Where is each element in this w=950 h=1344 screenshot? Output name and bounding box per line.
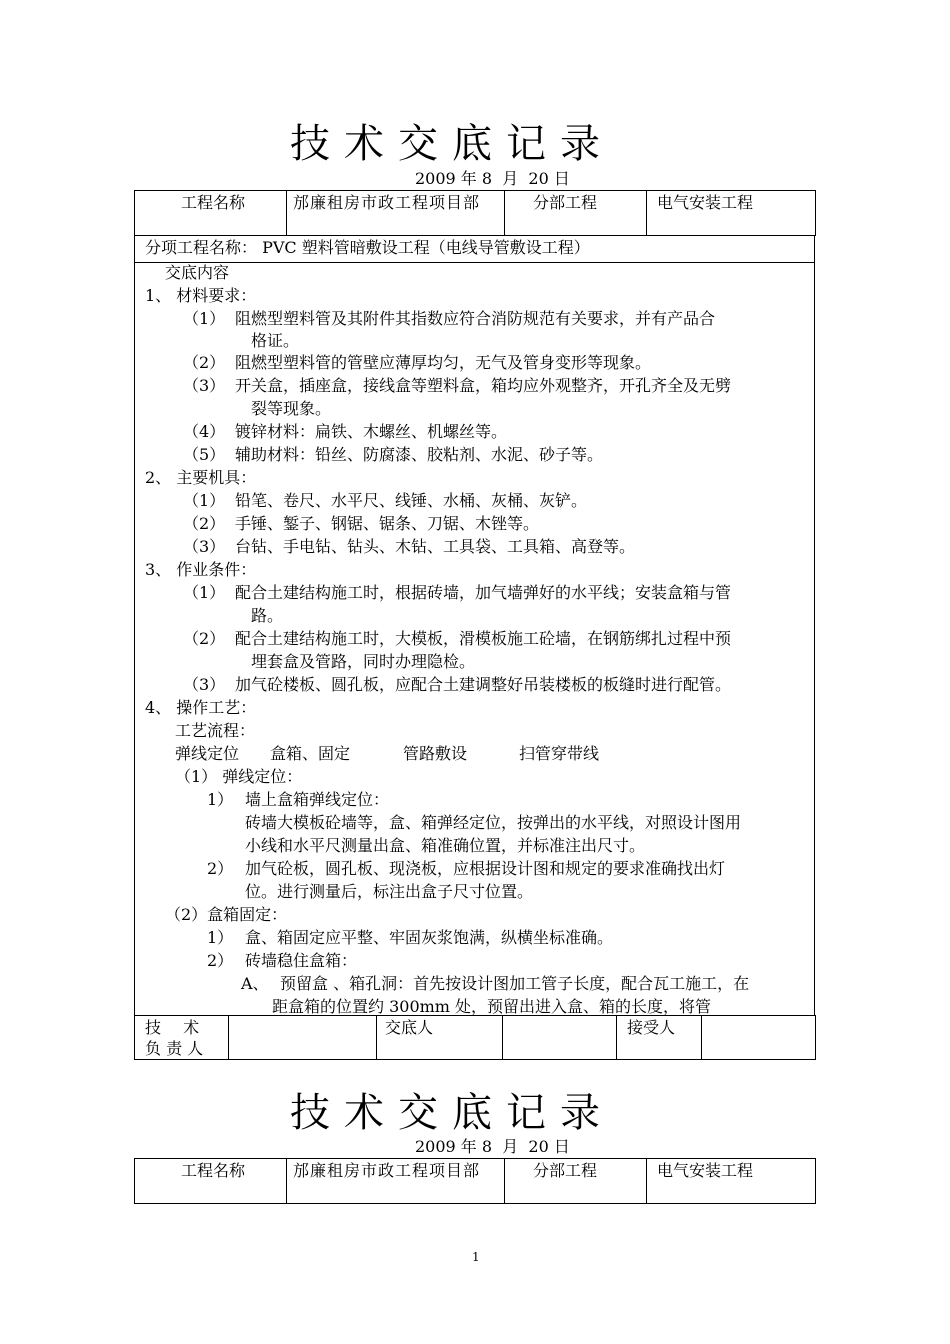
s2-item-3-line-1: 台钻、手电钻、钻头、木钻、工具袋、工具箱、高登等。 bbox=[235, 537, 636, 556]
record-date: 2009 年 8 月 20 日 bbox=[415, 169, 570, 188]
handover-value bbox=[503, 1016, 617, 1060]
tech-lead-label: 技 术 负 责 人 bbox=[135, 1016, 229, 1060]
flow-step-2: 盒箱、固定 bbox=[270, 744, 351, 763]
tech-lead-value bbox=[229, 1016, 377, 1060]
item-a-no: A、 bbox=[241, 974, 269, 993]
project-name-label: 工程名称 bbox=[135, 191, 287, 236]
s2-item-2-line-1: 手锤、錾子、钢锯、锯条、刀锯、木锉等。 bbox=[235, 514, 540, 533]
content-heading: 交底内容 bbox=[165, 263, 230, 282]
sub2-item-2-line-1: 砖墙稳住盒箱： bbox=[245, 951, 358, 970]
page-title: 技术交底记录 bbox=[290, 121, 614, 167]
sub2-item-2-no: 2） bbox=[207, 951, 234, 970]
page2-title: 技术交底记录 bbox=[290, 1090, 614, 1136]
s3-item-1-line-1: 配合土建结构施工时，根据砖墙，加气墙弹好的水平线；安装盒箱与管 bbox=[235, 583, 732, 602]
s1-item-5-no: （5） bbox=[183, 445, 226, 464]
sub2-item-1-no: 1） bbox=[207, 928, 234, 947]
page2-project-name-value: 邡廉租房市政工程项目部 bbox=[287, 1159, 505, 1204]
division-value: 电气安装工程 bbox=[647, 191, 816, 236]
sub1-item-1-line-1: 墙上盒箱弹线定位： bbox=[245, 790, 390, 809]
page2-division-label: 分部工程 bbox=[505, 1159, 647, 1204]
flow-heading: 工艺流程： bbox=[175, 721, 256, 740]
receiver-label: 接受人 bbox=[617, 1016, 702, 1060]
s3-item-3-no: （3） bbox=[183, 675, 226, 694]
section-1-label: 1、 材料要求： bbox=[145, 286, 257, 305]
s2-item-1-line-1: 铅笔、卷尺、水平尺、线锤、水桶、灰桶、灰铲。 bbox=[235, 491, 588, 510]
flow-step-3: 管路敷设 bbox=[403, 744, 468, 763]
subitem-divider bbox=[135, 262, 814, 263]
flow-step-1: 弹线定位 bbox=[175, 744, 240, 763]
page2-date: 2009 年 8 月 20 日 bbox=[415, 1137, 570, 1156]
page2-project-name-label: 工程名称 bbox=[135, 1159, 287, 1204]
sub2-label: （2）盒箱固定： bbox=[165, 905, 288, 924]
receiver-value bbox=[702, 1016, 816, 1060]
s1-item-5-line-1: 辅助材料：铅丝、防腐漆、胶粘剂、水泥、砂子等。 bbox=[235, 445, 604, 464]
header-table bbox=[134, 190, 816, 236]
s3-item-2-line-1: 配合土建结构施工时，大模板，滑模板施工砼墙，在钢筋绑扎过程中预 bbox=[235, 629, 732, 648]
item-a-line-1: 预留盒 、箱孔洞：首先按设计图加工管子长度，配合瓦工施工，在 bbox=[280, 974, 750, 993]
sub2-item-1-line-1: 盒、箱固定应平整、牢固灰浆饱满，纵横坐标准确。 bbox=[245, 928, 614, 947]
s2-item-1-no: （1） bbox=[183, 491, 226, 510]
sub1-item-1-no: 1） bbox=[207, 790, 234, 809]
content-box bbox=[134, 235, 815, 1016]
s3-item-2-line-2: 埋套盒及管路，同时办理隐检。 bbox=[251, 652, 476, 671]
sub1-item-1-line-2: 砖墙大模板砼墙等，盒、箱弹经定位，按弹出的水平线，对照设计图用 bbox=[245, 813, 742, 832]
flow-step-4: 扫管穿带线 bbox=[519, 744, 600, 763]
sub1-item-2-line-1: 加气砼板，圆孔板、现浇板，应根据设计图和规定的要求准确找出灯 bbox=[245, 859, 726, 878]
s1-item-3-line-1: 开关盒，插座盒，接线盒等塑料盒，箱均应外观整齐，开孔齐全及无劈 bbox=[235, 376, 732, 395]
section-4-label: 4、 操作工艺： bbox=[145, 698, 257, 717]
s1-item-1-line-2: 格证。 bbox=[251, 331, 300, 350]
s1-item-2-line-1: 阻燃型塑料管的管壁应薄厚均匀，无气及管身变形等现象。 bbox=[235, 353, 652, 372]
section-2-label: 2、 主要机具： bbox=[145, 468, 257, 487]
signature-table bbox=[134, 1015, 816, 1060]
s3-item-2-no: （2） bbox=[183, 629, 226, 648]
s1-item-3-no: （3） bbox=[183, 376, 226, 395]
page-number: 1 bbox=[472, 1250, 480, 1264]
s1-item-1-line-1: 阻燃型塑料管及其附件其指数应符合消防规范有关要求，并有产品合 bbox=[235, 309, 716, 328]
page2-header-table bbox=[134, 1158, 816, 1204]
s2-item-3-no: （3） bbox=[183, 537, 226, 556]
sub1-label: （1） 弹线定位： bbox=[175, 767, 303, 786]
s2-item-2-no: （2） bbox=[183, 514, 226, 533]
page2-division-value: 电气安装工程 bbox=[647, 1159, 816, 1204]
s3-item-3-line-1: 加气砼楼板、圆孔板，应配合土建调整好吊装楼板的板缝时进行配管。 bbox=[235, 675, 732, 694]
sub1-item-2-line-2: 位。进行测量后，标注出盒子尺寸位置。 bbox=[245, 882, 534, 901]
project-name-value: 邡廉租房市政工程项目部 bbox=[287, 191, 505, 236]
s1-item-3-line-2: 裂等现象。 bbox=[251, 399, 332, 418]
s3-item-1-no: （1） bbox=[183, 583, 226, 602]
sub1-item-1-line-3: 小线和水平尺测量出盒、箱准确位置，并标准注出尺寸。 bbox=[245, 836, 646, 855]
s3-item-1-line-2: 路。 bbox=[251, 606, 284, 625]
handover-label: 交底人 bbox=[377, 1016, 503, 1060]
s1-item-1-no: （1） bbox=[183, 309, 226, 328]
item-a-line-2: 距盒箱的位置约 300mm 处，预留出进入盒、箱的长度，将管 bbox=[272, 997, 712, 1016]
sub1-item-2-no: 2） bbox=[207, 859, 234, 878]
subitem-name: 分项工程名称： PVC 塑料管暗敷设工程（电线导管敷设工程） bbox=[145, 238, 590, 257]
division-label: 分部工程 bbox=[505, 191, 647, 236]
section-3-label: 3、 作业条件： bbox=[145, 560, 257, 579]
s1-item-4-line-1: 镀锌材料：扁铁、木螺丝、机螺丝等。 bbox=[235, 422, 508, 441]
s1-item-4-no: （4） bbox=[183, 422, 226, 441]
s1-item-2-no: （2） bbox=[183, 353, 226, 372]
